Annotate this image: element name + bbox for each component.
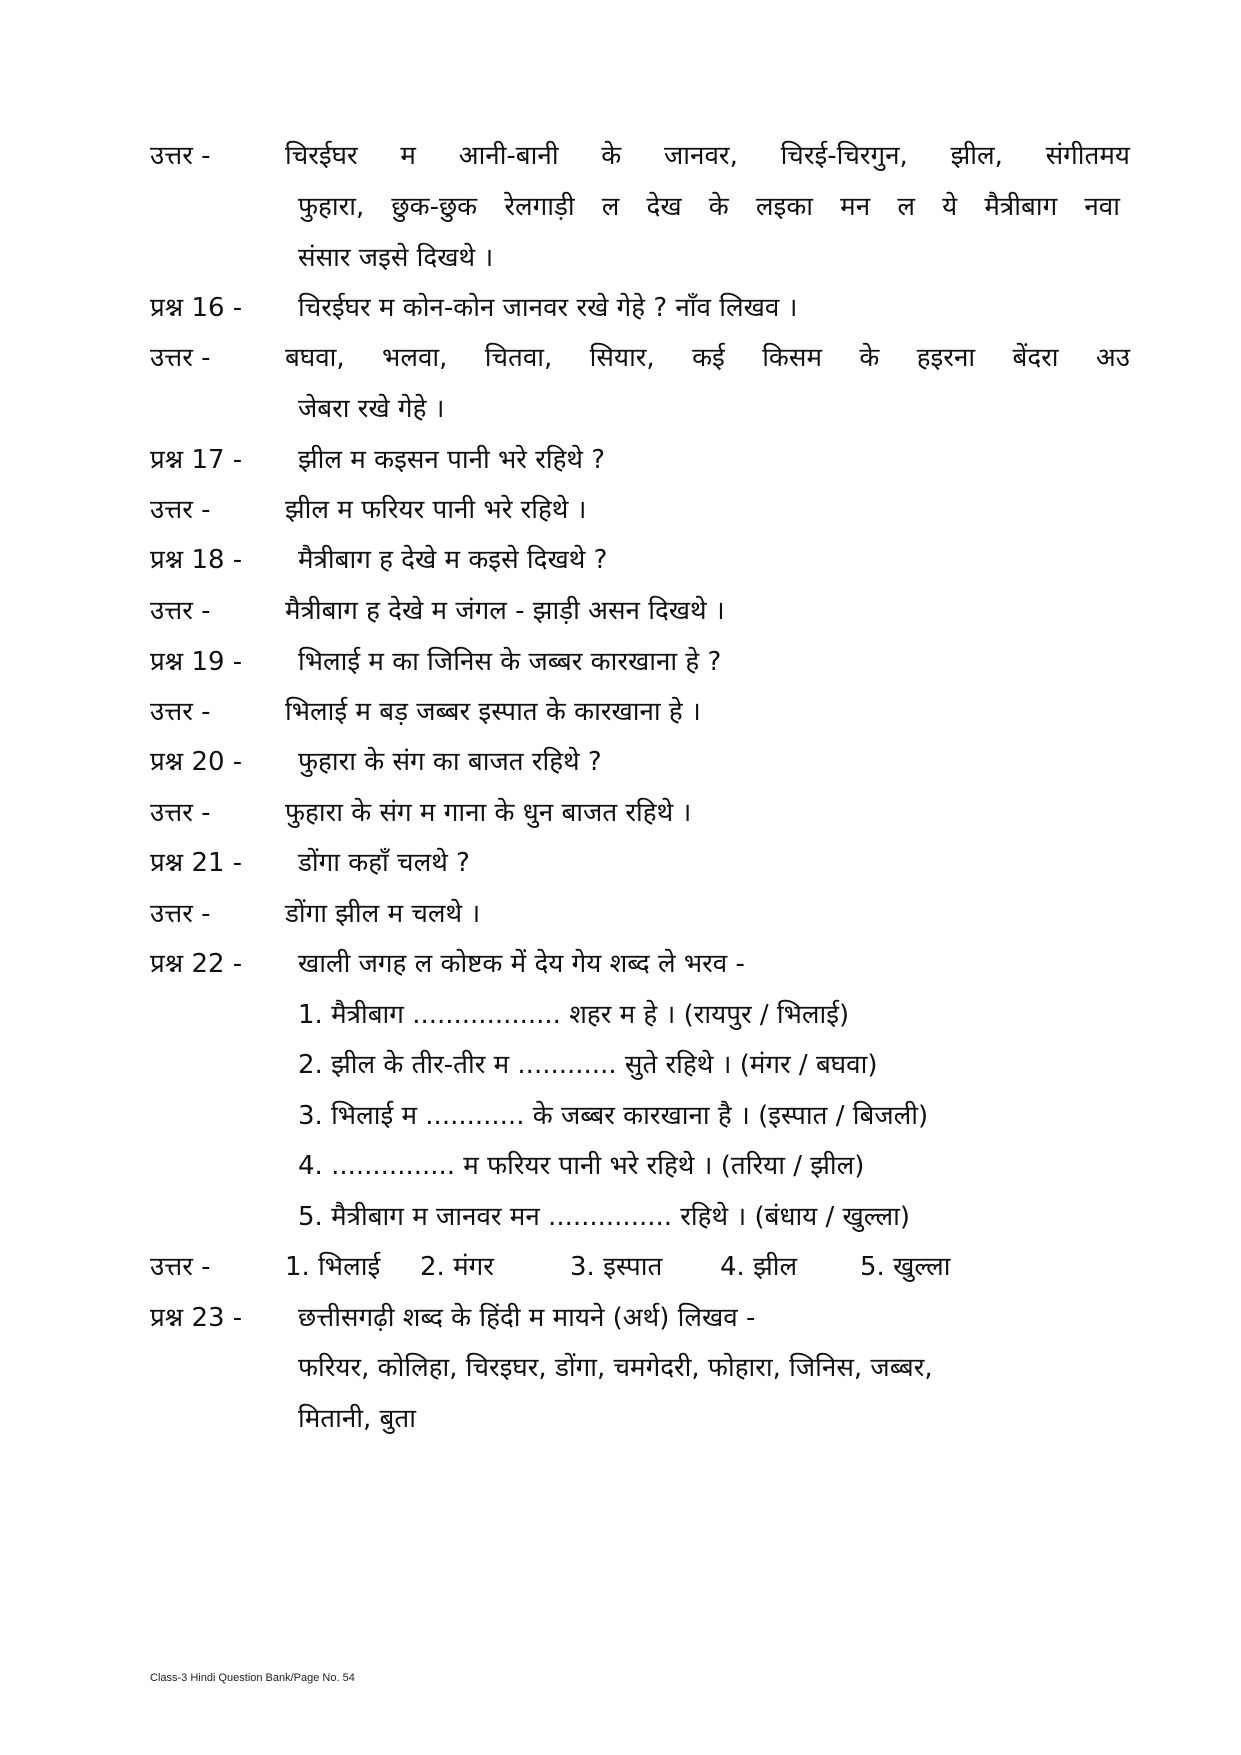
question-16 bbox=[150, 280, 1130, 336]
answer-label: उत्तर - bbox=[150, 596, 211, 626]
answer-item: 1. भिलाई bbox=[285, 1252, 381, 1282]
answer-text: मैत्रीबाग ह देखे म जंगल - झाड़ी असन दिखथे । bbox=[285, 596, 725, 626]
answer-21 bbox=[150, 886, 1130, 942]
question-17 bbox=[150, 432, 1130, 488]
answer-label: उत्तर - bbox=[150, 343, 211, 373]
question-label: प्रश्न 18 - bbox=[150, 545, 243, 575]
question-label: प्रश्न 21 - bbox=[150, 848, 243, 878]
question-19 bbox=[150, 634, 1130, 690]
page-footer: Class-3 Hindi Question Bank/Page No. 54 bbox=[150, 1672, 355, 1684]
question-20 bbox=[150, 734, 1130, 790]
answer-19 bbox=[150, 684, 1130, 740]
question-label: प्रश्न 22 - bbox=[150, 949, 243, 979]
answer-16-line-2: जेबरा रखे गेहे । bbox=[298, 394, 445, 424]
answer-15 bbox=[150, 128, 1130, 184]
answer-text: चिरईघर म आनी-बानी के जानवर, चिरई-चिरगुन, झील, संगीतमय bbox=[285, 141, 1130, 171]
answer-label: उत्तर - bbox=[150, 798, 211, 828]
question-text: फुहारा के संग का बाजत रहिथे ? bbox=[298, 747, 602, 777]
question-23 bbox=[150, 1290, 1130, 1346]
answer-16 bbox=[150, 330, 1130, 386]
fill-blank-item: 2. झील के तीर-तीर म ............ सुते रहिथे । (मंगर / बघवा) bbox=[298, 1050, 878, 1080]
fill-blank-item: 4. ............... म फरियर पानी भरे रहिथे । (तरिया / झील) bbox=[298, 1151, 865, 1181]
question-18 bbox=[150, 532, 1130, 588]
fill-blank-item: 1. मैत्रीबाग .................. शहर म हे । (रायपुर / भिलाई) bbox=[298, 1000, 850, 1030]
answer-item: 4. झील bbox=[720, 1252, 798, 1282]
answer-label: उत्तर - bbox=[150, 141, 211, 171]
question-21 bbox=[150, 835, 1130, 891]
question-23-line-3: मितानी, बुता bbox=[298, 1404, 416, 1434]
question-label: प्रश्न 23 - bbox=[150, 1303, 243, 1333]
question-text: छत्तीसगढ़ी शब्द के हिंदी म मायने (अर्थ) लिखव - bbox=[298, 1303, 756, 1333]
question-22 bbox=[150, 936, 1130, 992]
question-text: खाली जगह ल कोष्टक में देय गेय शब्द ले भरव - bbox=[298, 949, 745, 979]
fill-blank-item: 5. मैत्रीबाग म जानवर मन ............... रहिथे । (बंधाय / खुल्ला) bbox=[298, 1202, 911, 1232]
answer-label: उत्तर - bbox=[150, 697, 211, 727]
question-text: झील म कइसन पानी भरे रहिथे ? bbox=[298, 445, 606, 475]
question-text: चिरईघर म कोन-कोन जानवर रखे गेहे ? नाँव लिखव । bbox=[298, 293, 798, 323]
answer-label: उत्तर - bbox=[150, 495, 211, 525]
answer-text: झील म फरियर पानी भरे रहिथे । bbox=[285, 495, 587, 525]
question-text: मैत्रीबाग ह देखे म कइसे दिखथे ? bbox=[298, 545, 608, 575]
answer-text: भिलाई म बड़ जब्बर इस्पात के कारखाना हे । bbox=[285, 697, 701, 727]
answer-item: 5. खुल्ला bbox=[860, 1252, 951, 1282]
answer-20 bbox=[150, 785, 1130, 841]
answer-label: उत्तर - bbox=[150, 1252, 211, 1282]
answer-label: उत्तर - bbox=[150, 899, 211, 929]
question-label: प्रश्न 19 - bbox=[150, 647, 243, 677]
answer-15-line-3: संसार जइसे दिखथे । bbox=[298, 243, 494, 273]
fill-blank-item: 3. भिलाई म ............ के जब्बर कारखाना है । (इस्पात / बिजली) bbox=[298, 1101, 929, 1131]
question-text: भिलाई म का जिनिस के जब्बर कारखाना हे ? bbox=[298, 647, 722, 677]
answer-22-list bbox=[285, 1239, 950, 1295]
question-text: डोंगा कहाँ चलथे ? bbox=[298, 848, 470, 878]
question-label: प्रश्न 17 - bbox=[150, 445, 243, 475]
question-label: प्रश्न 20 - bbox=[150, 747, 243, 777]
answer-item: 2. मंगर bbox=[420, 1252, 494, 1282]
answer-item: 3. इस्पात bbox=[570, 1252, 663, 1282]
answer-15-line-2: फुहारा, छुक-छुक रेलगाड़ी ल देख के लइका मन ल ये मैत्रीबाग नवा bbox=[298, 192, 1120, 222]
question-23-line-2: फरियर, कोलिहा, चिरइघर, डोंगा, चमगेदरी, फोहारा, जिनिस, जब्बर, bbox=[298, 1353, 933, 1383]
answer-text: डोंगा झील म चलथे । bbox=[285, 899, 481, 929]
answer-18 bbox=[150, 583, 1130, 639]
answer-text: फुहारा के संग म गाना के धुन बाजत रहिथे । bbox=[285, 798, 692, 828]
answer-17 bbox=[150, 482, 1130, 538]
answer-text: बघवा, भलवा, चितवा, सियार, कई किसम के हइरना बेंदरा अउ bbox=[285, 343, 1130, 373]
question-label: प्रश्न 16 - bbox=[150, 293, 243, 323]
